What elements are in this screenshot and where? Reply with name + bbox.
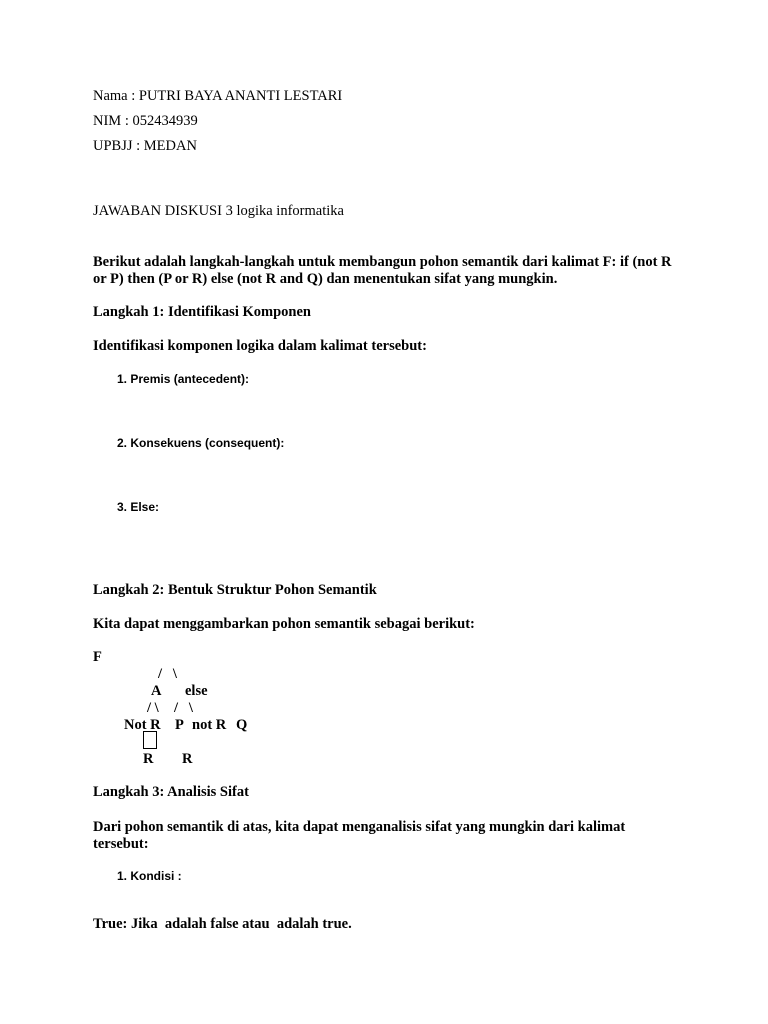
tree-leaf-not-r-1: Not R xyxy=(124,717,161,733)
tree-sub-r-1: R xyxy=(143,751,154,767)
tree-root: F xyxy=(93,649,102,665)
tree-node-a: A xyxy=(151,683,162,699)
tree-sub-r-2: R xyxy=(182,751,193,767)
step2-heading: Langkah 2: Bentuk Struktur Pohon Semantik xyxy=(93,582,377,598)
tree-placeholder-box xyxy=(143,731,157,749)
tree-leaf-q: Q xyxy=(236,717,248,733)
tree-branch-1: / \ xyxy=(158,666,177,682)
step2-description: Kita dapat menggambarkan pohon semantik sebagai berikut: xyxy=(93,616,475,632)
step3-heading: Langkah 3: Analisis Sifat xyxy=(93,784,249,800)
step3-description: Dari pohon semantik di atas, kita dapat menganalisis sifat yang mungkin dari kalimat tersebut: xyxy=(93,819,626,852)
student-name: Nama : PUTRI BAYA ANANTI LESTARI xyxy=(93,88,343,104)
step1-item-konsekuens: 2. Konsekuens (consequent): xyxy=(117,436,285,450)
tree-node-else: else xyxy=(185,683,208,699)
tree-branch-2-left: / \ xyxy=(147,700,159,716)
step1-heading: Langkah 1: Identifikasi Komponen xyxy=(93,304,311,320)
step3-true-line: True: Jika adalah false atau adalah true. xyxy=(93,916,352,932)
step1-description: Identifikasi komponen logika dalam kalimat tersebut: xyxy=(93,338,427,354)
step1-item-else: 3. Else: xyxy=(117,500,160,514)
document-title: JAWABAN DISKUSI 3 logika informatika xyxy=(93,203,344,219)
intro-paragraph: Berikut adalah langkah-langkah untuk membangun pohon semantik dari kalimat F: if (not R or P) then (P or R) else (not R and Q) dan menentukan sifat yang mungkin. xyxy=(93,254,672,287)
step3-item-kondisi: 1. Kondisi : xyxy=(117,869,182,883)
tree-branch-2-right: / \ xyxy=(174,700,193,716)
student-upbjj: UPBJJ : MEDAN xyxy=(93,138,197,154)
step1-item-premis: 1. Premis (antecedent): xyxy=(117,372,250,386)
tree-leaf-not-r-2: not R xyxy=(192,717,227,733)
student-nim: NIM : 052434939 xyxy=(93,113,198,129)
tree-leaf-p: P xyxy=(175,717,184,733)
